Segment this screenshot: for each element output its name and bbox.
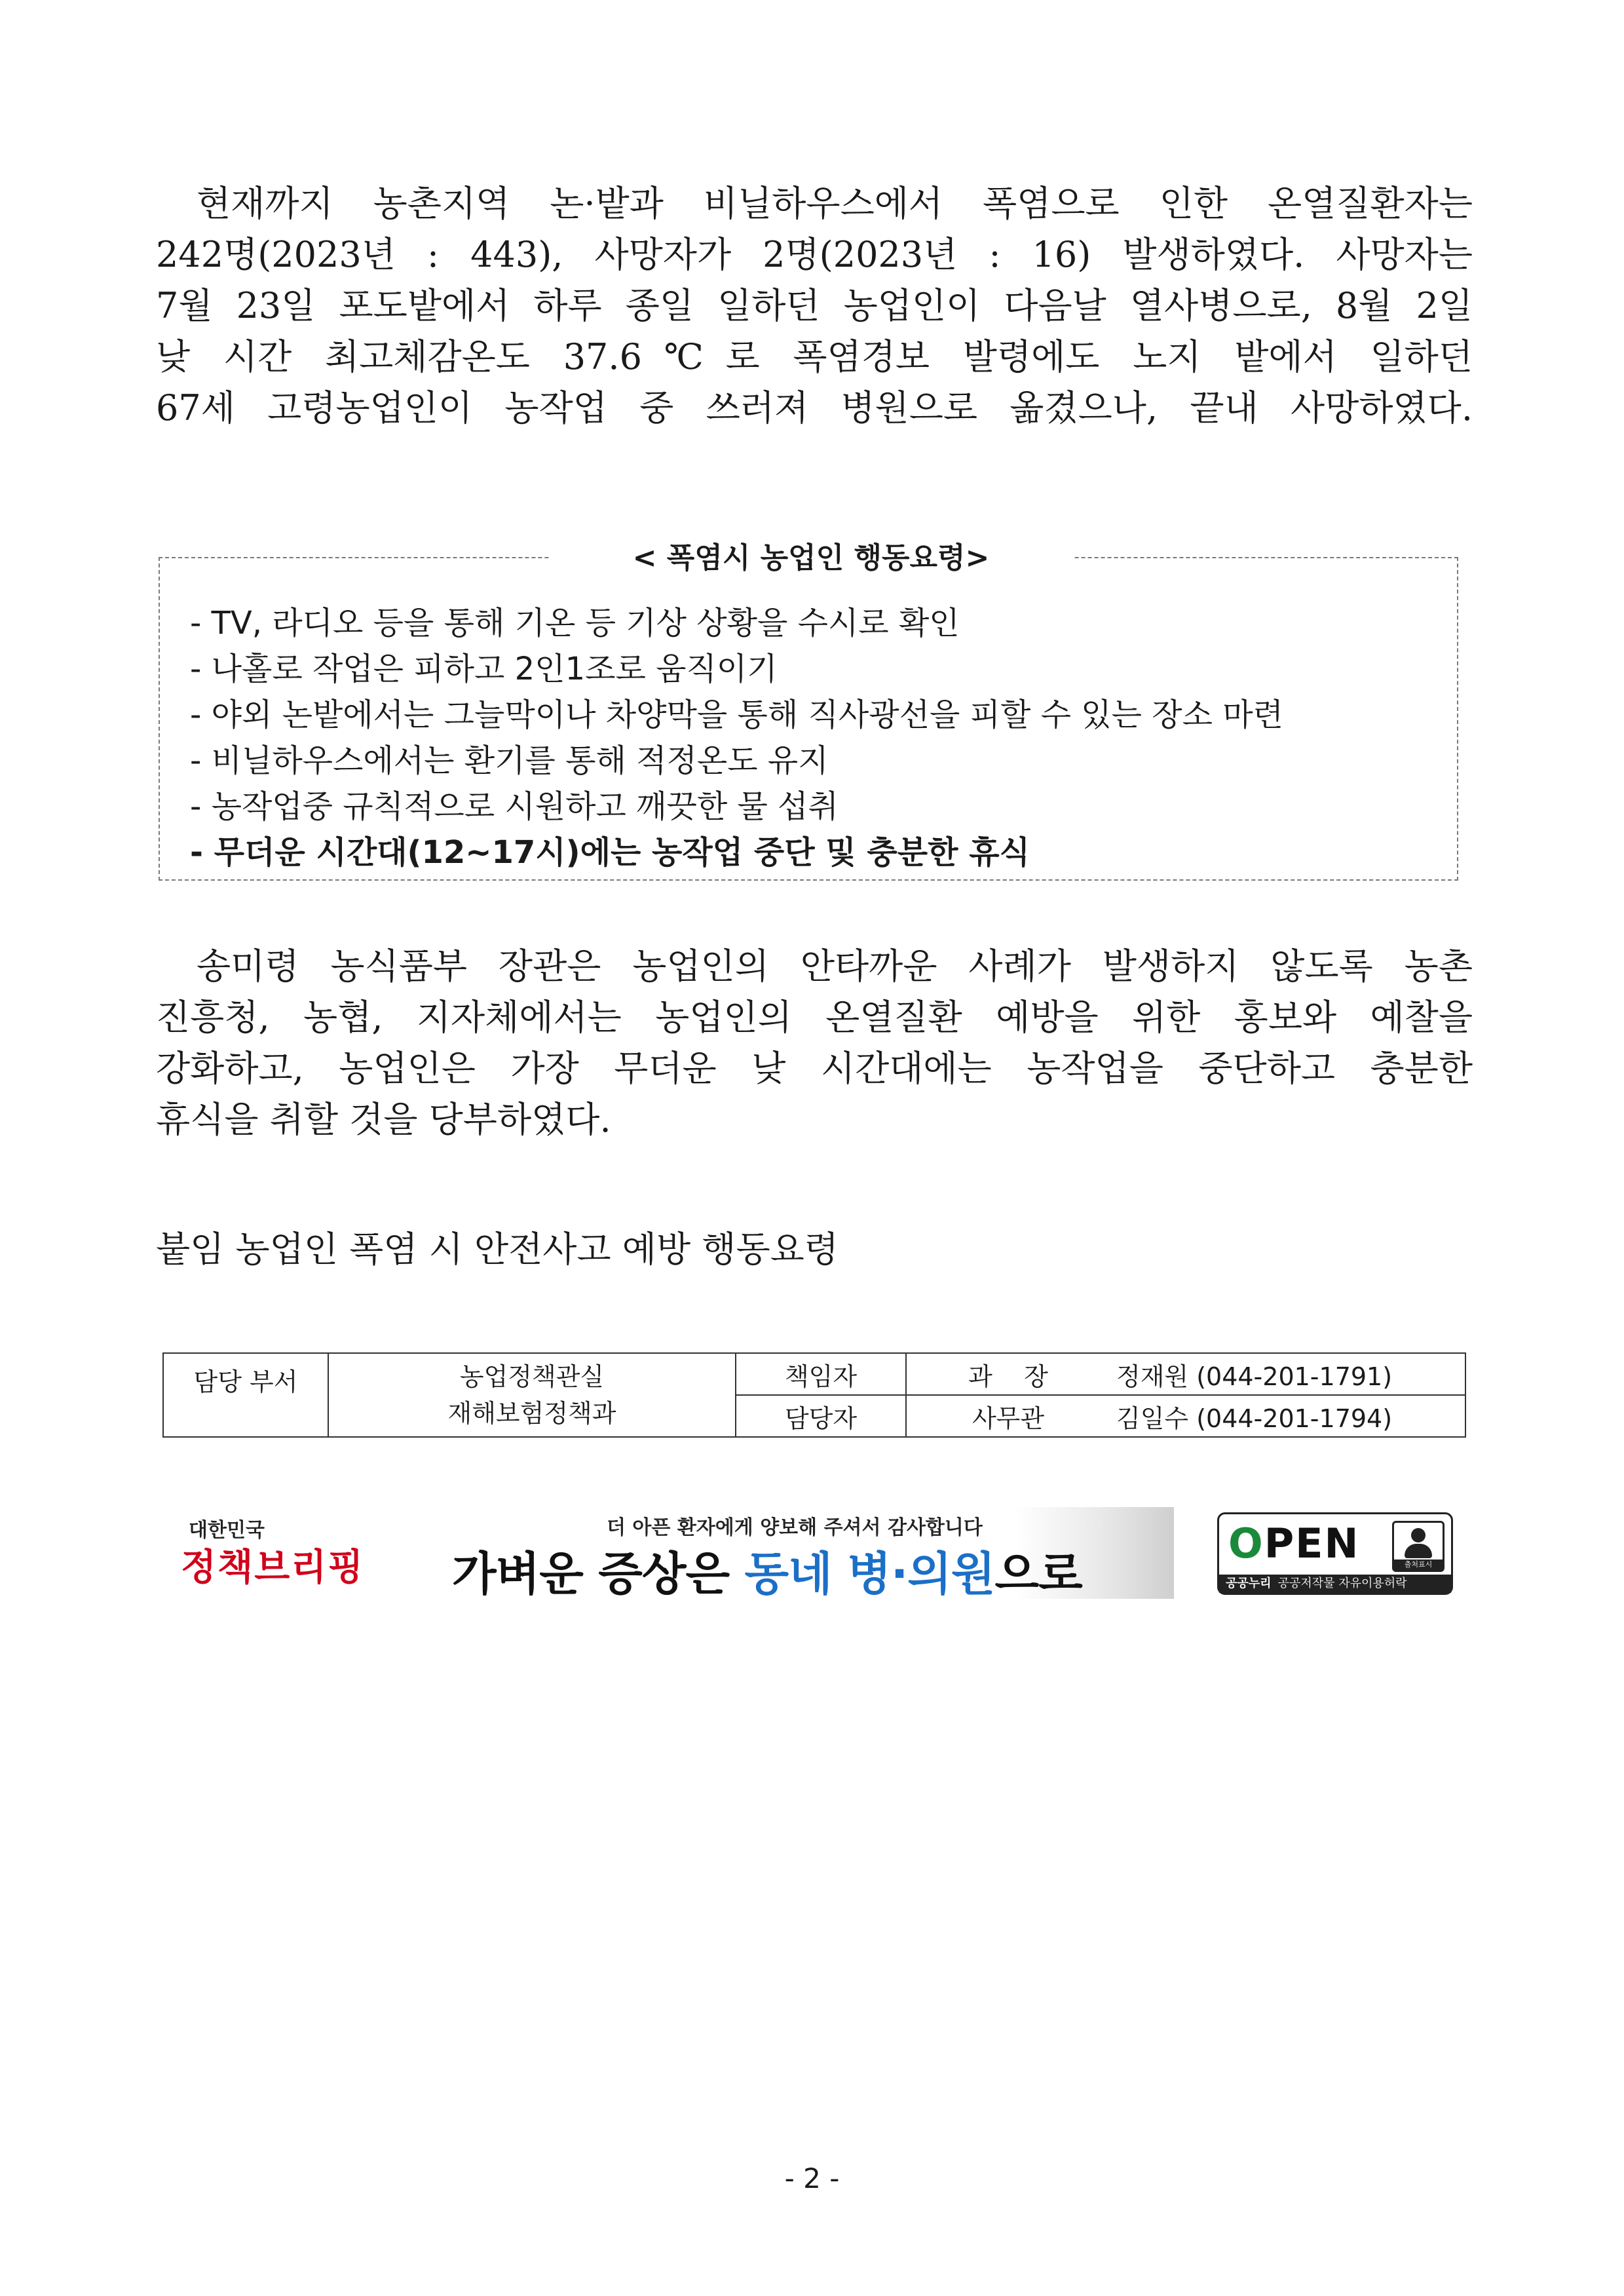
attachment-note: 붙임 농업인 폭염 시 안전사고 예방 행동요령: [156, 1229, 839, 1270]
paragraph-2: [156, 941, 1473, 1145]
guideline-item: - 야외 논밭에서는 그늘막이나 차양막을 통해 직사광선을 피할 수 있는 장소 마련: [190, 697, 1283, 733]
table-row: [163, 1353, 1465, 1395]
paragraph-1-line: 낮 시간 최고체감온도 37.6℃로 폭염경보 발령에도 노지 밭에서 일하던: [156, 336, 1473, 377]
paragraph-2-line: 강화하고, 농업인은 가장 무더운 낮 시간대에는 농작업을 중단하고 충분한: [156, 1048, 1473, 1089]
logo-big-text: 정책브리핑: [181, 1546, 365, 1589]
guideline-item: - 비닐하우스에서는 환기를 통해 적정온도 유지: [190, 742, 829, 779]
dept-line: 재해보험정책과: [447, 1399, 616, 1428]
banner-headline-part: 가벼운 증상은: [452, 1547, 745, 1599]
banner-headline: [452, 1537, 1082, 1599]
role-cell: 담당자: [736, 1395, 906, 1437]
paragraph-1-line: 7월 23일 포도밭에서 하루 종일 일하던 농업인이 다음날 열사병으로, 8월 2일: [156, 285, 1473, 326]
korea-policy-briefing-logo: [176, 1514, 365, 1599]
guideline-item: - 나홀로 작업은 피하고 2인1조로 움직이기: [190, 651, 778, 687]
open-license-logo: [1217, 1512, 1453, 1595]
contact-table: [162, 1352, 1466, 1438]
name-phone-cell: 김일수 (044-201-1794): [1110, 1395, 1465, 1437]
name-phone-cell: 정재원 (044-201-1791): [1110, 1353, 1465, 1395]
paragraph-1: [156, 178, 1473, 434]
role-cell: 책임자: [736, 1353, 906, 1395]
guideline-item-emphasis: - 무더운 시간대(12~17시)에는 농작업 중단 및 충분한 휴식: [190, 834, 1030, 871]
guideline-item: - TV, 라디오 등을 통해 기온 등 기상 상황을 수시로 확인: [190, 605, 960, 641]
title-cell: 과 장: [906, 1353, 1110, 1395]
guideline-item: - 농작업중 규칙적으로 시원하고 깨끗한 물 섭취: [190, 788, 839, 825]
paragraph-1-line: 현재까지 농촌지역 논·밭과 비닐하우스에서 폭염으로 인한 온열질환자는: [197, 183, 1473, 224]
attribution-badge-text: 출처표시: [1394, 1559, 1443, 1570]
page-number: - 2 -: [784, 2162, 840, 2194]
campaign-banner: [452, 1507, 1174, 1599]
footer-logos: [0, 1501, 1624, 1605]
guideline-list: [190, 600, 1283, 875]
open-license-wordmark: OPEN: [1228, 1520, 1360, 1567]
guideline-box-title: < 폭염시 농업인 행동요령>: [549, 540, 1073, 577]
banner-headline-highlight: 동네 병·의원: [744, 1547, 995, 1599]
dept-label: 담당 부서: [163, 1353, 328, 1437]
paragraph-2-line: 진흥청, 농협, 지자체에서는 농업인의 온열질환 예방을 위한 홍보와 예찰을: [156, 997, 1473, 1038]
paragraph-2-line: 휴식을 취할 것을 당부하였다.: [156, 1099, 611, 1140]
title-cell: 사무관: [906, 1395, 1110, 1437]
logo-small-text: 대한민국: [189, 1519, 265, 1542]
banner-subtitle: 더 아픈 환자에게 양보해 주셔서 감사합니다: [607, 1516, 983, 1539]
banner-headline-part: 으로: [994, 1547, 1082, 1599]
dept-name: [328, 1353, 736, 1437]
paragraph-2-line: 송미령 농식품부 장관은 농업인의 안타까운 사례가 발생하지 않도록 농촌: [197, 946, 1473, 987]
open-license-caption: 공공누리 공공저작물 자유이용허락: [1219, 1575, 1451, 1593]
paragraph-1-line: 67세 고령농업인이 농작업 중 쓰러져 병원으로 옮겼으나, 끝내 사망하였다.: [156, 387, 1473, 429]
paragraph-1-line: 242명(2023년 : 443), 사망자가 2명(2023년 : 16) 발생하였다. 사망자는: [156, 234, 1473, 275]
attribution-person-icon: [1392, 1521, 1445, 1572]
dept-line: 농업정책관실: [459, 1362, 605, 1391]
